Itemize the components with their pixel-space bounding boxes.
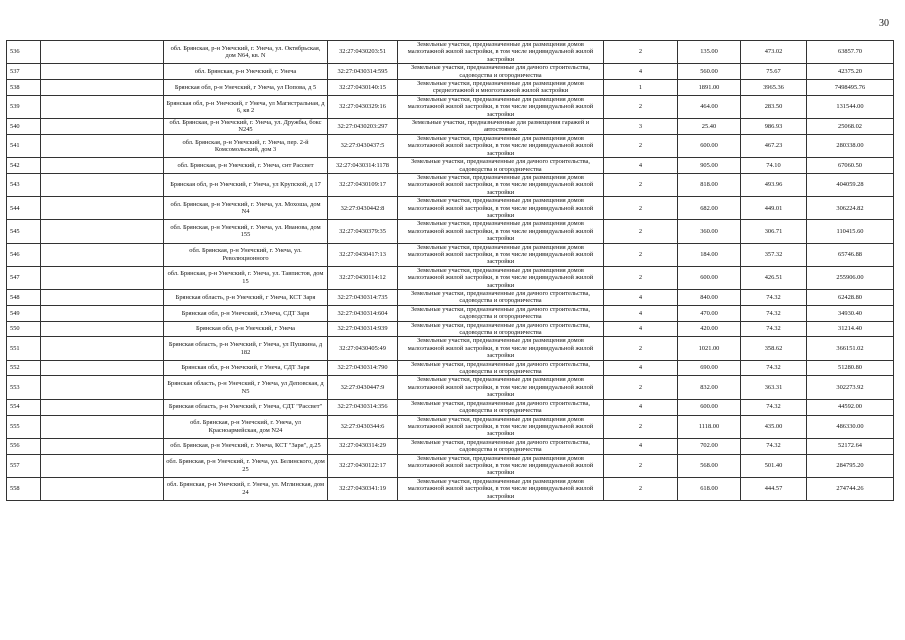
cell-area: 420.00 xyxy=(678,321,741,337)
cell-blank xyxy=(41,158,164,174)
cell-row-number: 538 xyxy=(7,80,41,96)
cell-permitted-use: Земельные участки, предназначенные для размещения домов малоэтажной жилой застройки, в том числе индивидуальной жилой застройки xyxy=(398,266,604,289)
cell-group: 4 xyxy=(604,305,678,321)
cell-specific-value: 75.67 xyxy=(741,64,807,80)
cell-row-number: 551 xyxy=(7,337,41,360)
page-number: 30 xyxy=(879,18,889,29)
cell-blank xyxy=(41,321,164,337)
cell-row-number: 547 xyxy=(7,266,41,289)
cell-permitted-use: Земельные участки, предназначенные для размещения домов малоэтажной жилой застройки, в том числе индивидуальной жилой застройки xyxy=(398,376,604,399)
cell-cadastral-number: 32:27:0430314:356 xyxy=(328,399,398,415)
table-row xyxy=(7,41,894,64)
cell-cadastral-value: 44592.00 xyxy=(807,399,894,415)
cell-area: 818.00 xyxy=(678,173,741,196)
cell-area: 600.00 xyxy=(678,134,741,157)
cell-cadastral-value: 306224.82 xyxy=(807,197,894,220)
cell-cadastral-value: 42375.20 xyxy=(807,64,894,80)
cell-blank xyxy=(41,41,164,64)
table-row xyxy=(7,220,894,243)
cell-cadastral-value: 63857.70 xyxy=(807,41,894,64)
cell-cadastral-value: 65746.88 xyxy=(807,243,894,266)
cell-address: Брянская область, р-н Унечский, г Унеча, КСТ Заря xyxy=(164,290,328,306)
cell-specific-value: 3965.36 xyxy=(741,80,807,96)
cell-group: 4 xyxy=(604,399,678,415)
cell-blank xyxy=(41,305,164,321)
cell-row-number: 536 xyxy=(7,41,41,64)
cell-specific-value: 467.23 xyxy=(741,134,807,157)
table-row xyxy=(7,266,894,289)
cell-address: обл. Брянская, р-н Унечский, г. Унеча, ул. Мглинская, дом 24 xyxy=(164,477,328,500)
cell-cadastral-value: 31214.40 xyxy=(807,321,894,337)
table-row xyxy=(7,64,894,80)
cell-blank xyxy=(41,64,164,80)
cell-address: обл. Брянская, р-н Унечский, г. Унеча, ул. Революционного xyxy=(164,243,328,266)
cell-cadastral-number: 32:27:0430437:5 xyxy=(328,134,398,157)
cell-specific-value: 74.32 xyxy=(741,290,807,306)
cell-specific-value: 74.32 xyxy=(741,360,807,376)
table-row xyxy=(7,290,894,306)
table-row xyxy=(7,415,894,438)
cell-permitted-use: Земельные участки, предназначенные для дачного строительства, садоводства и огородничества xyxy=(398,399,604,415)
cell-cadastral-number: 32:27:0430203:51 xyxy=(328,41,398,64)
cell-cadastral-number: 32:27:0430314:29 xyxy=(328,438,398,454)
cell-specific-value: 306.71 xyxy=(741,220,807,243)
cell-address: Брянская обл, р-н Унечский, г Унеча, ул Магистральная, д 6, кв 2 xyxy=(164,95,328,118)
cell-area: 135.00 xyxy=(678,41,741,64)
table-row xyxy=(7,243,894,266)
cell-permitted-use: Земельные участки, предназначенные для дачного строительства, садоводства и огородничества xyxy=(398,360,604,376)
cell-area: 600.00 xyxy=(678,266,741,289)
cell-address: обл. Брянская, р-н Унечский, г. Унеча, ул Красноармейская, дом N24 xyxy=(164,415,328,438)
cell-specific-value: 74.32 xyxy=(741,438,807,454)
cell-group: 2 xyxy=(604,266,678,289)
cell-group: 2 xyxy=(604,173,678,196)
cell-address: обл. Брянская, р-н Унечский, г. Унеча, ул. Белинского, дом 25 xyxy=(164,454,328,477)
cell-address: обл. Брянская, р-н Унечский, г. Унеча, КСТ "Заря", д.25 xyxy=(164,438,328,454)
cell-cadastral-number: 32:27:0430379:35 xyxy=(328,220,398,243)
cell-permitted-use: Земельные участки, предназначенные для дачного строительства, садоводства и огородничества xyxy=(398,321,604,337)
cell-area: 568.00 xyxy=(678,454,741,477)
cell-cadastral-number: 32:27:0430344:6 xyxy=(328,415,398,438)
cell-area: 702.00 xyxy=(678,438,741,454)
cell-blank xyxy=(41,477,164,500)
cell-cadastral-value: 302273.92 xyxy=(807,376,894,399)
cell-row-number: 553 xyxy=(7,376,41,399)
cell-cadastral-value: 67060.50 xyxy=(807,158,894,174)
cell-area: 464.00 xyxy=(678,95,741,118)
cell-blank xyxy=(41,243,164,266)
cell-cadastral-number: 32:27:0430314:735 xyxy=(328,290,398,306)
cell-cadastral-number: 32:27:0430114:12 xyxy=(328,266,398,289)
cell-address: обл. Брянская, р-н Унечский, г. Унеча, пер. 2-й Комсомольский, дом 3 xyxy=(164,134,328,157)
cell-area: 560.00 xyxy=(678,64,741,80)
cell-cadastral-number: 32:27:0430314:790 xyxy=(328,360,398,376)
cell-address: обл. Брянская, р-н Унечский, г. Унеча, снт Рассвет xyxy=(164,158,328,174)
cell-specific-value: 358.62 xyxy=(741,337,807,360)
cell-row-number: 537 xyxy=(7,64,41,80)
cell-blank xyxy=(41,95,164,118)
table-body xyxy=(7,41,894,501)
cell-group: 2 xyxy=(604,376,678,399)
cell-row-number: 542 xyxy=(7,158,41,174)
cell-area: 1118.00 xyxy=(678,415,741,438)
table-row xyxy=(7,158,894,174)
cell-area: 184.00 xyxy=(678,243,741,266)
cell-cadastral-number: 32:27:0430314:939 xyxy=(328,321,398,337)
cell-address: Брянская область, р-н Унечский, г Унеча, ул Пушкина, д 182 xyxy=(164,337,328,360)
cell-cadastral-value: 255906.00 xyxy=(807,266,894,289)
table-row xyxy=(7,80,894,96)
cell-permitted-use: Земельные участки, предназначенные для дачного строительства, садоводства и огородничества xyxy=(398,64,604,80)
cell-row-number: 552 xyxy=(7,360,41,376)
cell-permitted-use: Земельные участки, предназначенные для размещения домов малоэтажной жилой застройки, в том числе индивидуальной жилой застройки xyxy=(398,95,604,118)
cell-cadastral-value: 34930.40 xyxy=(807,305,894,321)
cell-permitted-use: Земельные участки, предназначенные для размещения домов малоэтажной жилой застройки, в том числе индивидуальной жилой застройки xyxy=(398,197,604,220)
cell-area: 840.00 xyxy=(678,290,741,306)
cell-blank xyxy=(41,399,164,415)
land-plots-table xyxy=(6,40,894,501)
cell-cadastral-value: 25068.02 xyxy=(807,119,894,135)
cell-permitted-use: Земельные участки, предназначенные для размещения домов малоэтажной жилой застройки, в том числе индивидуальной жилой застройки xyxy=(398,173,604,196)
cell-cadastral-value: 284795.20 xyxy=(807,454,894,477)
cell-permitted-use: Земельные участки, предназначенные для дачного строительства, садоводства и огородничества xyxy=(398,290,604,306)
table-row xyxy=(7,337,894,360)
cell-specific-value: 283.50 xyxy=(741,95,807,118)
cell-permitted-use: Земельные участки, предназначенные для дачного строительства, садоводства и огородничества xyxy=(398,438,604,454)
cell-group: 2 xyxy=(604,243,678,266)
cell-cadastral-number: 32:27:0430341:19 xyxy=(328,477,398,500)
cell-specific-value: 493.96 xyxy=(741,173,807,196)
cell-address: обл. Брянская, р-н Унечский, г. Унеча, ул. Иванова, дом 155 xyxy=(164,220,328,243)
cell-permitted-use: Земельные участки, предназначенные для размещения домов малоэтажной жилой застройки, в том числе индивидуальной жилой застройки xyxy=(398,41,604,64)
cell-cadastral-value: 280338.00 xyxy=(807,134,894,157)
cell-cadastral-number: 32:27:0430203:297 xyxy=(328,119,398,135)
cell-specific-value: 363.31 xyxy=(741,376,807,399)
table-row xyxy=(7,376,894,399)
cell-address: Брянская обл, р-н Унечский, г Унеча xyxy=(164,321,328,337)
cell-group: 4 xyxy=(604,438,678,454)
cell-cadastral-value: 52172.64 xyxy=(807,438,894,454)
cell-group: 4 xyxy=(604,360,678,376)
cell-blank xyxy=(41,220,164,243)
cell-group: 2 xyxy=(604,41,678,64)
cell-cadastral-number: 32:27:0430405:49 xyxy=(328,337,398,360)
cell-blank xyxy=(41,80,164,96)
cell-address: Брянская обл, р-н Унечский, г Унеча, ул Попова, д 5 xyxy=(164,80,328,96)
cell-address: Брянская область, р-н Унечский, г Унеча, СДТ "Рассвет" xyxy=(164,399,328,415)
cell-specific-value: 444.57 xyxy=(741,477,807,500)
cell-permitted-use: Земельные участки, предназначенные для размещения домов малоэтажной жилой застройки, в том числе индивидуальной жилой застройки xyxy=(398,337,604,360)
cell-row-number: 543 xyxy=(7,173,41,196)
cell-cadastral-number: 32:27:0430447:9 xyxy=(328,376,398,399)
cell-row-number: 558 xyxy=(7,477,41,500)
cell-specific-value: 74.32 xyxy=(741,321,807,337)
cell-row-number: 555 xyxy=(7,415,41,438)
cell-specific-value: 426.51 xyxy=(741,266,807,289)
cell-row-number: 554 xyxy=(7,399,41,415)
cell-group: 2 xyxy=(604,415,678,438)
cell-blank xyxy=(41,376,164,399)
cell-permitted-use: Земельные участки, предназначенные для дачного строительства, садоводства и огородничества xyxy=(398,305,604,321)
cell-area: 600.00 xyxy=(678,399,741,415)
cell-cadastral-number: 32:27:0430329:16 xyxy=(328,95,398,118)
cell-address: обл. Брянская, р-н Унечский, г. Унеча, ул. Мохоша, дом N4 xyxy=(164,197,328,220)
cell-cadastral-value: 51280.80 xyxy=(807,360,894,376)
cell-permitted-use: Земельные участки, предназначенные для размещения домов среднеэтажной и многоэтажной жилой застройки xyxy=(398,80,604,96)
cell-group: 4 xyxy=(604,321,678,337)
cell-row-number: 548 xyxy=(7,290,41,306)
cell-specific-value: 435.00 xyxy=(741,415,807,438)
cell-group: 4 xyxy=(604,64,678,80)
cell-permitted-use: Земельные участки, предназначенные для размещения домов малоэтажной жилой застройки, в том числе индивидуальной жилой застройки xyxy=(398,477,604,500)
cell-address: Брянская область, р-н Унечский, г Унеча, ул Деповская, д N5 xyxy=(164,376,328,399)
cell-area: 1021.00 xyxy=(678,337,741,360)
cell-specific-value: 501.40 xyxy=(741,454,807,477)
cell-cadastral-value: 7498495.76 xyxy=(807,80,894,96)
cell-address: Брянская обл, р-н Унечский, г Унеча, ул Крупской, д 17 xyxy=(164,173,328,196)
table-row xyxy=(7,399,894,415)
table-row xyxy=(7,95,894,118)
table-row xyxy=(7,477,894,500)
cell-cadastral-number: 32:27:0430314:604 xyxy=(328,305,398,321)
cell-blank xyxy=(41,266,164,289)
cell-row-number: 544 xyxy=(7,197,41,220)
cell-permitted-use: Земельные участки, предназначенные для размещения домов малоэтажной жилой застройки, в том числе индивидуальной жилой застройки xyxy=(398,243,604,266)
cell-area: 470.00 xyxy=(678,305,741,321)
cell-cadastral-number: 32:27:0430417:13 xyxy=(328,243,398,266)
cell-address: Брянская обл, р-н Унечский, г.Унеча, СДТ Заря xyxy=(164,305,328,321)
cell-cadastral-number: 32:27:0430122:17 xyxy=(328,454,398,477)
cell-cadastral-number: 32:27:0430314:1178 xyxy=(328,158,398,174)
cell-address: обл. Брянская, р-н Унечский, г. Унеча, ул. Тавпистов, дом 15 xyxy=(164,266,328,289)
cell-permitted-use: Земельные участки, предназначенные для размещения домов малоэтажной жилой застройки, в том числе индивидуальной жилой застройки xyxy=(398,134,604,157)
cell-blank xyxy=(41,454,164,477)
cell-specific-value: 986.93 xyxy=(741,119,807,135)
cell-blank xyxy=(41,197,164,220)
table-row xyxy=(7,360,894,376)
cell-blank xyxy=(41,173,164,196)
cell-area: 618.00 xyxy=(678,477,741,500)
cell-group: 2 xyxy=(604,134,678,157)
cell-address: обл. Брянская, р-н Унечский, г. Унеча, ул. Октябрьская, дом N64, кв. N xyxy=(164,41,328,64)
cell-cadastral-number: 32:27:0430314:595 xyxy=(328,64,398,80)
cell-cadastral-value: 404059.28 xyxy=(807,173,894,196)
cell-address: обл. Брянская, р-н Унечский, г. Унеча xyxy=(164,64,328,80)
cell-area: 832.00 xyxy=(678,376,741,399)
cell-specific-value: 74.32 xyxy=(741,305,807,321)
cell-cadastral-number: 32:27:0430442:8 xyxy=(328,197,398,220)
cell-area: 682.00 xyxy=(678,197,741,220)
table-row xyxy=(7,134,894,157)
cell-address: Брянская обл, р-н Унечский, г Унеча, СДТ Заря xyxy=(164,360,328,376)
cell-cadastral-number: 32:27:0430109:17 xyxy=(328,173,398,196)
cell-row-number: 556 xyxy=(7,438,41,454)
cell-row-number: 540 xyxy=(7,119,41,135)
cell-permitted-use: Земельные участки, предназначенные для дачного строительства, садоводства и огородничества xyxy=(398,158,604,174)
cell-row-number: 557 xyxy=(7,454,41,477)
cell-blank xyxy=(41,119,164,135)
table-row xyxy=(7,305,894,321)
cell-blank xyxy=(41,360,164,376)
cell-specific-value: 74.32 xyxy=(741,399,807,415)
cell-permitted-use: Земельные участки, предназначенные для размещения гаражей и автостоянок xyxy=(398,119,604,135)
cell-permitted-use: Земельные участки, предназначенные для размещения домов малоэтажной жилой застройки, в том числе индивидуальной жилой застройки xyxy=(398,220,604,243)
cell-specific-value: 449.01 xyxy=(741,197,807,220)
cell-blank xyxy=(41,438,164,454)
table-row xyxy=(7,119,894,135)
cell-permitted-use: Земельные участки, предназначенные для размещения домов малоэтажной жилой застройки, в том числе индивидуальной жилой застройки xyxy=(398,415,604,438)
cell-specific-value: 74.10 xyxy=(741,158,807,174)
cell-group: 1 xyxy=(604,80,678,96)
cell-area: 25.40 xyxy=(678,119,741,135)
cell-area: 690.00 xyxy=(678,360,741,376)
cell-blank xyxy=(41,415,164,438)
cell-area: 905.00 xyxy=(678,158,741,174)
cell-permitted-use: Земельные участки, предназначенные для размещения домов малоэтажной жилой застройки, в том числе индивидуальной жилой застройки xyxy=(398,454,604,477)
table-row xyxy=(7,197,894,220)
cell-row-number: 545 xyxy=(7,220,41,243)
cell-cadastral-value: 274744.26 xyxy=(807,477,894,500)
cell-cadastral-value: 131544.00 xyxy=(807,95,894,118)
cell-group: 2 xyxy=(604,197,678,220)
cell-group: 4 xyxy=(604,158,678,174)
cell-cadastral-value: 110415.60 xyxy=(807,220,894,243)
cell-cadastral-value: 366151.02 xyxy=(807,337,894,360)
cell-row-number: 549 xyxy=(7,305,41,321)
cell-cadastral-number: 32:27:0430140:15 xyxy=(328,80,398,96)
table-row xyxy=(7,321,894,337)
cell-specific-value: 473.02 xyxy=(741,41,807,64)
cell-group: 2 xyxy=(604,220,678,243)
cell-area: 360.00 xyxy=(678,220,741,243)
table-row xyxy=(7,438,894,454)
cell-group: 3 xyxy=(604,119,678,135)
cell-specific-value: 357.32 xyxy=(741,243,807,266)
cell-group: 2 xyxy=(604,337,678,360)
cell-group: 4 xyxy=(604,290,678,306)
cell-group: 2 xyxy=(604,95,678,118)
cell-blank xyxy=(41,290,164,306)
cell-address: обл. Брянская, р-н Унечский, г. Унеча, ул. Дружбы, бокс N245 xyxy=(164,119,328,135)
cell-blank xyxy=(41,134,164,157)
cell-row-number: 539 xyxy=(7,95,41,118)
table-row xyxy=(7,454,894,477)
cell-area: 1891.00 xyxy=(678,80,741,96)
cell-blank xyxy=(41,337,164,360)
cell-cadastral-value: 62428.80 xyxy=(807,290,894,306)
cell-group: 2 xyxy=(604,454,678,477)
table-row xyxy=(7,173,894,196)
cell-row-number: 550 xyxy=(7,321,41,337)
cell-row-number: 541 xyxy=(7,134,41,157)
cell-cadastral-value: 486330.00 xyxy=(807,415,894,438)
cell-group: 2 xyxy=(604,477,678,500)
cell-row-number: 546 xyxy=(7,243,41,266)
